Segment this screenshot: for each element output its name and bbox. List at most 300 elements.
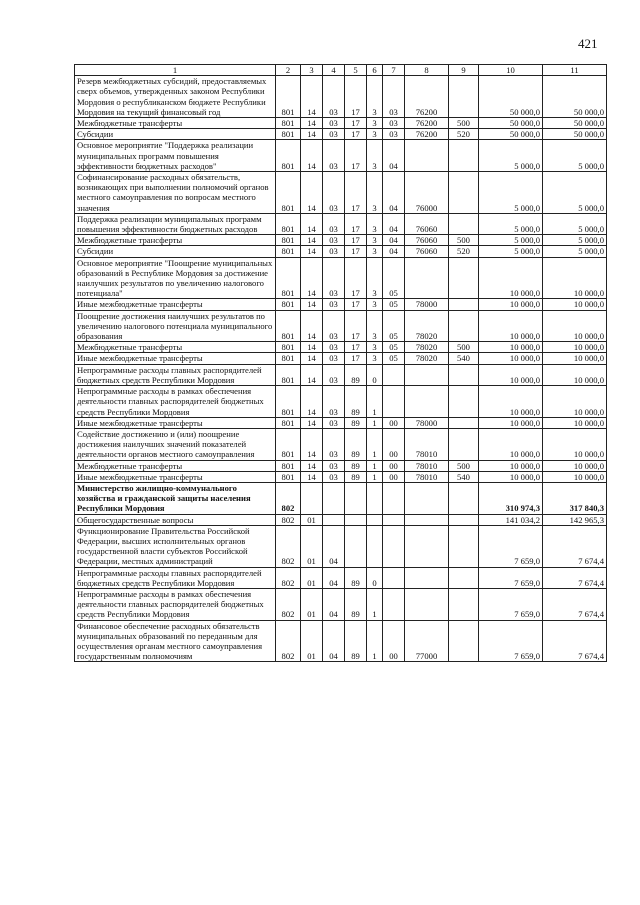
admin-code-cell: 801 [276,364,301,385]
amount-year-1-cell: 50 000,0 [479,129,543,140]
section-code-cell: 01 [301,567,323,588]
item-name-cell: Межбюджетные трансферты [75,118,276,129]
expense-type-code-cell: 540 [449,353,479,364]
subsection-code-cell: 04 [323,588,345,620]
expense-type-code-cell: 500 [449,235,479,246]
admin-code-cell: 801 [276,140,301,172]
item-name-cell: Непрограммные расходы главных распорядителей бюджетных средств Республики Мордовия [75,364,276,385]
subsection-code-cell: 03 [323,140,345,172]
section-code-cell: 14 [301,235,323,246]
item-name-cell: Финансовое обеспечение расходных обязательств муниципальных образований по переданным для осуществления органам местного самоуправления государственным полномочиям [75,620,276,662]
amount-year-2-cell: 7 674,4 [543,588,607,620]
direction-code-cell: 76200 [405,76,449,118]
table-row [75,246,607,257]
subprogram-code-cell [367,514,383,525]
admin-code-cell: 801 [276,460,301,471]
subprogram-code-cell [367,525,383,567]
amount-year-2-cell: 10 000,0 [543,257,607,299]
subsection-code-cell: 03 [323,386,345,418]
direction-code-cell [405,364,449,385]
subsection-code-cell: 03 [323,460,345,471]
item-name-cell: Межбюджетные трансферты [75,342,276,353]
item-name-cell: Иные межбюджетные трансферты [75,417,276,428]
amount-year-2-cell: 7 674,4 [543,567,607,588]
admin-code-cell: 801 [276,246,301,257]
header-cell: 7 [383,65,405,76]
amount-year-1-cell: 10 000,0 [479,460,543,471]
section-code-cell: 14 [301,417,323,428]
admin-code-cell: 802 [276,588,301,620]
amount-year-2-cell: 7 674,4 [543,525,607,567]
event-code-cell: 03 [383,76,405,118]
amount-year-1-cell: 7 659,0 [479,525,543,567]
item-name-cell: Содействие достижению и (или) поощрение достижения наилучших значений показателей деятельности органов местного самоуправления [75,428,276,460]
program-code-cell [345,482,367,514]
subprogram-code-cell: 3 [367,353,383,364]
table-row [75,299,607,310]
subsection-code-cell: 04 [323,567,345,588]
header-cell: 3 [301,65,323,76]
event-code-cell: 00 [383,460,405,471]
table-row [75,620,607,662]
program-code-cell: 89 [345,386,367,418]
direction-code-cell: 78010 [405,428,449,460]
expense-type-code-cell: 500 [449,460,479,471]
expense-type-code-cell: 520 [449,246,479,257]
item-name-cell: Иные межбюджетные трансферты [75,471,276,482]
subprogram-code-cell: 3 [367,246,383,257]
table-row [75,386,607,418]
event-code-cell: 04 [383,140,405,172]
subprogram-code-cell: 1 [367,588,383,620]
direction-code-cell: 76200 [405,129,449,140]
program-code-cell: 17 [345,342,367,353]
amount-year-1-cell: 5 000,0 [479,213,543,234]
amount-year-2-cell: 10 000,0 [543,460,607,471]
subsection-code-cell [323,514,345,525]
item-name-cell: Общегосударственные вопросы [75,514,276,525]
amount-year-1-cell: 5 000,0 [479,246,543,257]
expense-type-code-cell [449,482,479,514]
direction-code-cell [405,140,449,172]
header-cell: 8 [405,65,449,76]
program-code-cell: 89 [345,620,367,662]
expense-type-code-cell [449,310,479,342]
event-code-cell: 04 [383,235,405,246]
event-code-cell [383,386,405,418]
admin-code-cell: 801 [276,299,301,310]
expense-type-code-cell [449,588,479,620]
event-code-cell: 00 [383,620,405,662]
program-code-cell: 17 [345,172,367,214]
direction-code-cell [405,482,449,514]
event-code-cell: 04 [383,246,405,257]
subsection-code-cell: 03 [323,364,345,385]
item-name-cell: Поощрение достижения наилучших результатов по увеличению налогового потенциала муниципального образования [75,310,276,342]
admin-code-cell: 802 [276,620,301,662]
section-code-cell: 14 [301,213,323,234]
subprogram-code-cell: 3 [367,310,383,342]
expense-type-code-cell [449,299,479,310]
event-code-cell [383,525,405,567]
item-name-cell: Функционирование Правительства Российской Федерации, высших исполнительных органов государственной власти субъектов Российской Федерации, местных администраций [75,525,276,567]
direction-code-cell [405,386,449,418]
program-code-cell: 89 [345,428,367,460]
direction-code-cell: 76000 [405,172,449,214]
table-row [75,514,607,525]
table-row [75,417,607,428]
event-code-cell [383,364,405,385]
subprogram-code-cell: 3 [367,172,383,214]
program-code-cell: 17 [345,129,367,140]
subprogram-code-cell: 1 [367,460,383,471]
direction-code-cell [405,257,449,299]
direction-code-cell: 76060 [405,235,449,246]
header-cell: 6 [367,65,383,76]
subsection-code-cell: 03 [323,76,345,118]
table-row [75,428,607,460]
expense-type-code-cell [449,428,479,460]
subsection-code-cell: 03 [323,246,345,257]
amount-year-1-cell: 10 000,0 [479,364,543,385]
table-row [75,364,607,385]
admin-code-cell: 801 [276,257,301,299]
expense-type-code-cell [449,417,479,428]
program-code-cell: 17 [345,299,367,310]
header-cell: 5 [345,65,367,76]
item-name-cell: Резерв межбюджетных субсидий, предоставляемых сверх объемов, утвержденных законом Республики Мордовия о республиканском бюджете Республики Мордовия на текущий финансовый год [75,76,276,118]
program-code-cell: 89 [345,364,367,385]
admin-code-cell: 801 [276,235,301,246]
section-code-cell: 14 [301,310,323,342]
admin-code-cell: 801 [276,172,301,214]
event-code-cell: 05 [383,257,405,299]
subsection-code-cell: 03 [323,299,345,310]
event-code-cell: 05 [383,310,405,342]
event-code-cell [383,482,405,514]
section-code-cell: 01 [301,525,323,567]
amount-year-1-cell: 10 000,0 [479,310,543,342]
table-row [75,567,607,588]
table-row [75,482,607,514]
table-row [75,257,607,299]
admin-code-cell: 801 [276,129,301,140]
table-row [75,118,607,129]
direction-code-cell: 77000 [405,620,449,662]
subprogram-code-cell: 3 [367,76,383,118]
table-row [75,588,607,620]
item-name-cell: Иные межбюджетные трансферты [75,299,276,310]
item-name-cell: Софинансирование расходных обязательств, возникающих при выполнении полномочий органов местного самоуправления по вопросам местного значения [75,172,276,214]
subsection-code-cell: 03 [323,118,345,129]
amount-year-2-cell: 5 000,0 [543,140,607,172]
subprogram-code-cell: 1 [367,620,383,662]
table-row [75,471,607,482]
admin-code-cell: 801 [276,386,301,418]
event-code-cell [383,514,405,525]
header-cell: 10 [479,65,543,76]
program-code-cell: 89 [345,567,367,588]
table-row [75,213,607,234]
program-code-cell: 17 [345,246,367,257]
subprogram-code-cell: 1 [367,428,383,460]
expense-type-code-cell [449,386,479,418]
event-code-cell: 00 [383,471,405,482]
subprogram-code-cell: 0 [367,364,383,385]
subsection-code-cell: 03 [323,172,345,214]
section-code-cell: 14 [301,428,323,460]
section-code-cell: 01 [301,588,323,620]
admin-code-cell: 801 [276,118,301,129]
section-code-cell: 14 [301,172,323,214]
program-code-cell: 17 [345,235,367,246]
admin-code-cell: 802 [276,525,301,567]
amount-year-2-cell: 5 000,0 [543,235,607,246]
amount-year-1-cell: 10 000,0 [479,342,543,353]
table-row [75,172,607,214]
amount-year-2-cell: 10 000,0 [543,353,607,364]
item-name-cell: Иные межбюджетные трансферты [75,353,276,364]
direction-code-cell: 78000 [405,299,449,310]
direction-code-cell: 78020 [405,310,449,342]
amount-year-2-cell: 5 000,0 [543,213,607,234]
item-name-cell: Непрограммные расходы главных распорядителей бюджетных средств Республики Мордовия [75,567,276,588]
amount-year-2-cell: 50 000,0 [543,76,607,118]
expense-type-code-cell: 500 [449,342,479,353]
subprogram-code-cell: 3 [367,342,383,353]
subsection-code-cell: 03 [323,213,345,234]
event-code-cell [383,567,405,588]
amount-year-1-cell: 7 659,0 [479,588,543,620]
amount-year-1-cell: 10 000,0 [479,257,543,299]
subsection-code-cell: 03 [323,257,345,299]
table-row [75,525,607,567]
section-code-cell [301,482,323,514]
program-code-cell: 89 [345,471,367,482]
section-code-cell: 14 [301,364,323,385]
amount-year-1-cell: 310 974,3 [479,482,543,514]
event-code-cell: 04 [383,213,405,234]
program-code-cell: 89 [345,588,367,620]
header-cell: 1 [75,65,276,76]
section-code-cell: 14 [301,257,323,299]
program-code-cell: 17 [345,140,367,172]
expense-type-code-cell [449,257,479,299]
subprogram-code-cell: 1 [367,471,383,482]
section-code-cell: 14 [301,460,323,471]
header-cell: 9 [449,65,479,76]
amount-year-2-cell: 10 000,0 [543,417,607,428]
admin-code-cell: 802 [276,567,301,588]
section-code-cell: 14 [301,76,323,118]
direction-code-cell: 76060 [405,213,449,234]
section-code-cell: 14 [301,471,323,482]
direction-code-cell: 78010 [405,471,449,482]
program-code-cell [345,514,367,525]
amount-year-2-cell: 10 000,0 [543,342,607,353]
direction-code-cell [405,588,449,620]
section-code-cell: 14 [301,118,323,129]
subprogram-code-cell: 3 [367,129,383,140]
amount-year-1-cell: 10 000,0 [479,417,543,428]
amount-year-2-cell: 5 000,0 [543,246,607,257]
subprogram-code-cell: 0 [367,567,383,588]
subsection-code-cell: 03 [323,310,345,342]
program-code-cell: 17 [345,213,367,234]
expense-type-code-cell: 500 [449,118,479,129]
item-name-cell: Основное мероприятие "Поощрение муниципальных образований в Республике Мордовия за достижение наилучших результатов по увеличению налогового потенциала" [75,257,276,299]
amount-year-1-cell: 10 000,0 [479,353,543,364]
subsection-code-cell: 04 [323,620,345,662]
admin-code-cell: 802 [276,514,301,525]
event-code-cell: 05 [383,353,405,364]
program-code-cell: 17 [345,310,367,342]
event-code-cell: 05 [383,342,405,353]
event-code-cell: 00 [383,428,405,460]
direction-code-cell: 78010 [405,460,449,471]
direction-code-cell [405,567,449,588]
subsection-code-cell: 03 [323,353,345,364]
section-code-cell: 14 [301,299,323,310]
expense-type-code-cell [449,567,479,588]
event-code-cell: 05 [383,299,405,310]
item-name-cell: Межбюджетные трансферты [75,460,276,471]
direction-code-cell: 78000 [405,417,449,428]
amount-year-1-cell: 5 000,0 [479,140,543,172]
section-code-cell: 14 [301,246,323,257]
expense-type-code-cell [449,213,479,234]
event-code-cell: 00 [383,417,405,428]
admin-code-cell: 801 [276,76,301,118]
item-name-cell: Субсидии [75,129,276,140]
item-name-cell: Межбюджетные трансферты [75,235,276,246]
subsection-code-cell: 03 [323,471,345,482]
item-name-cell: Субсидии [75,246,276,257]
expense-type-code-cell [449,525,479,567]
table-row [75,140,607,172]
program-code-cell: 89 [345,460,367,471]
amount-year-1-cell: 50 000,0 [479,118,543,129]
amount-year-2-cell: 317 840,3 [543,482,607,514]
section-code-cell: 14 [301,353,323,364]
event-code-cell: 03 [383,118,405,129]
budget-table [74,64,607,662]
admin-code-cell: 801 [276,428,301,460]
amount-year-2-cell: 10 000,0 [543,428,607,460]
expense-type-code-cell [449,514,479,525]
section-code-cell: 14 [301,129,323,140]
program-code-cell: 17 [345,257,367,299]
table-row [75,76,607,118]
header-cell: 11 [543,65,607,76]
subsection-code-cell: 04 [323,525,345,567]
amount-year-1-cell: 5 000,0 [479,235,543,246]
expense-type-code-cell [449,364,479,385]
amount-year-2-cell: 10 000,0 [543,386,607,418]
subsection-code-cell: 03 [323,428,345,460]
item-name-cell: Непрограммные расходы в рамках обеспечения деятельности главных распорядителей бюджетных средств Республики Мордовия [75,588,276,620]
amount-year-1-cell: 7 659,0 [479,620,543,662]
direction-code-cell: 76200 [405,118,449,129]
admin-code-cell: 801 [276,353,301,364]
amount-year-2-cell: 50 000,0 [543,129,607,140]
event-code-cell: 04 [383,172,405,214]
header-cell: 2 [276,65,301,76]
subsection-code-cell: 03 [323,417,345,428]
program-code-cell: 17 [345,76,367,118]
subprogram-code-cell: 3 [367,257,383,299]
amount-year-2-cell: 10 000,0 [543,299,607,310]
subprogram-code-cell [367,482,383,514]
expense-type-code-cell: 540 [449,471,479,482]
program-code-cell: 17 [345,353,367,364]
direction-code-cell: 76060 [405,246,449,257]
subprogram-code-cell: 3 [367,118,383,129]
subprogram-code-cell: 1 [367,417,383,428]
admin-code-cell: 802 [276,482,301,514]
amount-year-1-cell: 10 000,0 [479,299,543,310]
program-code-cell: 17 [345,118,367,129]
admin-code-cell: 801 [276,213,301,234]
event-code-cell: 03 [383,129,405,140]
direction-code-cell: 78020 [405,342,449,353]
admin-code-cell: 801 [276,310,301,342]
event-code-cell [383,588,405,620]
amount-year-1-cell: 7 659,0 [479,567,543,588]
item-name-cell: Поддержка реализации муниципальных программ повышения эффективности бюджетных расходов [75,213,276,234]
amount-year-1-cell: 10 000,0 [479,386,543,418]
amount-year-2-cell: 7 674,4 [543,620,607,662]
section-code-cell: 01 [301,514,323,525]
expense-type-code-cell [449,620,479,662]
subprogram-code-cell: 3 [367,235,383,246]
subsection-code-cell: 03 [323,342,345,353]
program-code-cell [345,525,367,567]
subsection-code-cell: 03 [323,235,345,246]
section-code-cell: 14 [301,386,323,418]
table-row [75,342,607,353]
expense-type-code-cell [449,76,479,118]
amount-year-2-cell: 50 000,0 [543,118,607,129]
subsection-code-cell [323,482,345,514]
table-row [75,353,607,364]
admin-code-cell: 801 [276,342,301,353]
subprogram-code-cell: 3 [367,299,383,310]
header-row [75,65,607,76]
section-code-cell: 14 [301,140,323,172]
program-code-cell: 89 [345,417,367,428]
subprogram-code-cell: 3 [367,213,383,234]
amount-year-2-cell: 5 000,0 [543,172,607,214]
direction-code-cell [405,514,449,525]
amount-year-1-cell: 10 000,0 [479,428,543,460]
amount-year-2-cell: 142 965,3 [543,514,607,525]
expense-type-code-cell [449,172,479,214]
table-row [75,460,607,471]
admin-code-cell: 801 [276,417,301,428]
amount-year-2-cell: 10 000,0 [543,364,607,385]
page-number: 421 [578,36,598,51]
section-code-cell: 01 [301,620,323,662]
subsection-code-cell: 03 [323,129,345,140]
amount-year-2-cell: 10 000,0 [543,471,607,482]
section-code-cell: 14 [301,342,323,353]
amount-year-1-cell: 50 000,0 [479,76,543,118]
subprogram-code-cell: 3 [367,140,383,172]
subprogram-code-cell: 1 [367,386,383,418]
table-row [75,129,607,140]
direction-code-cell [405,525,449,567]
